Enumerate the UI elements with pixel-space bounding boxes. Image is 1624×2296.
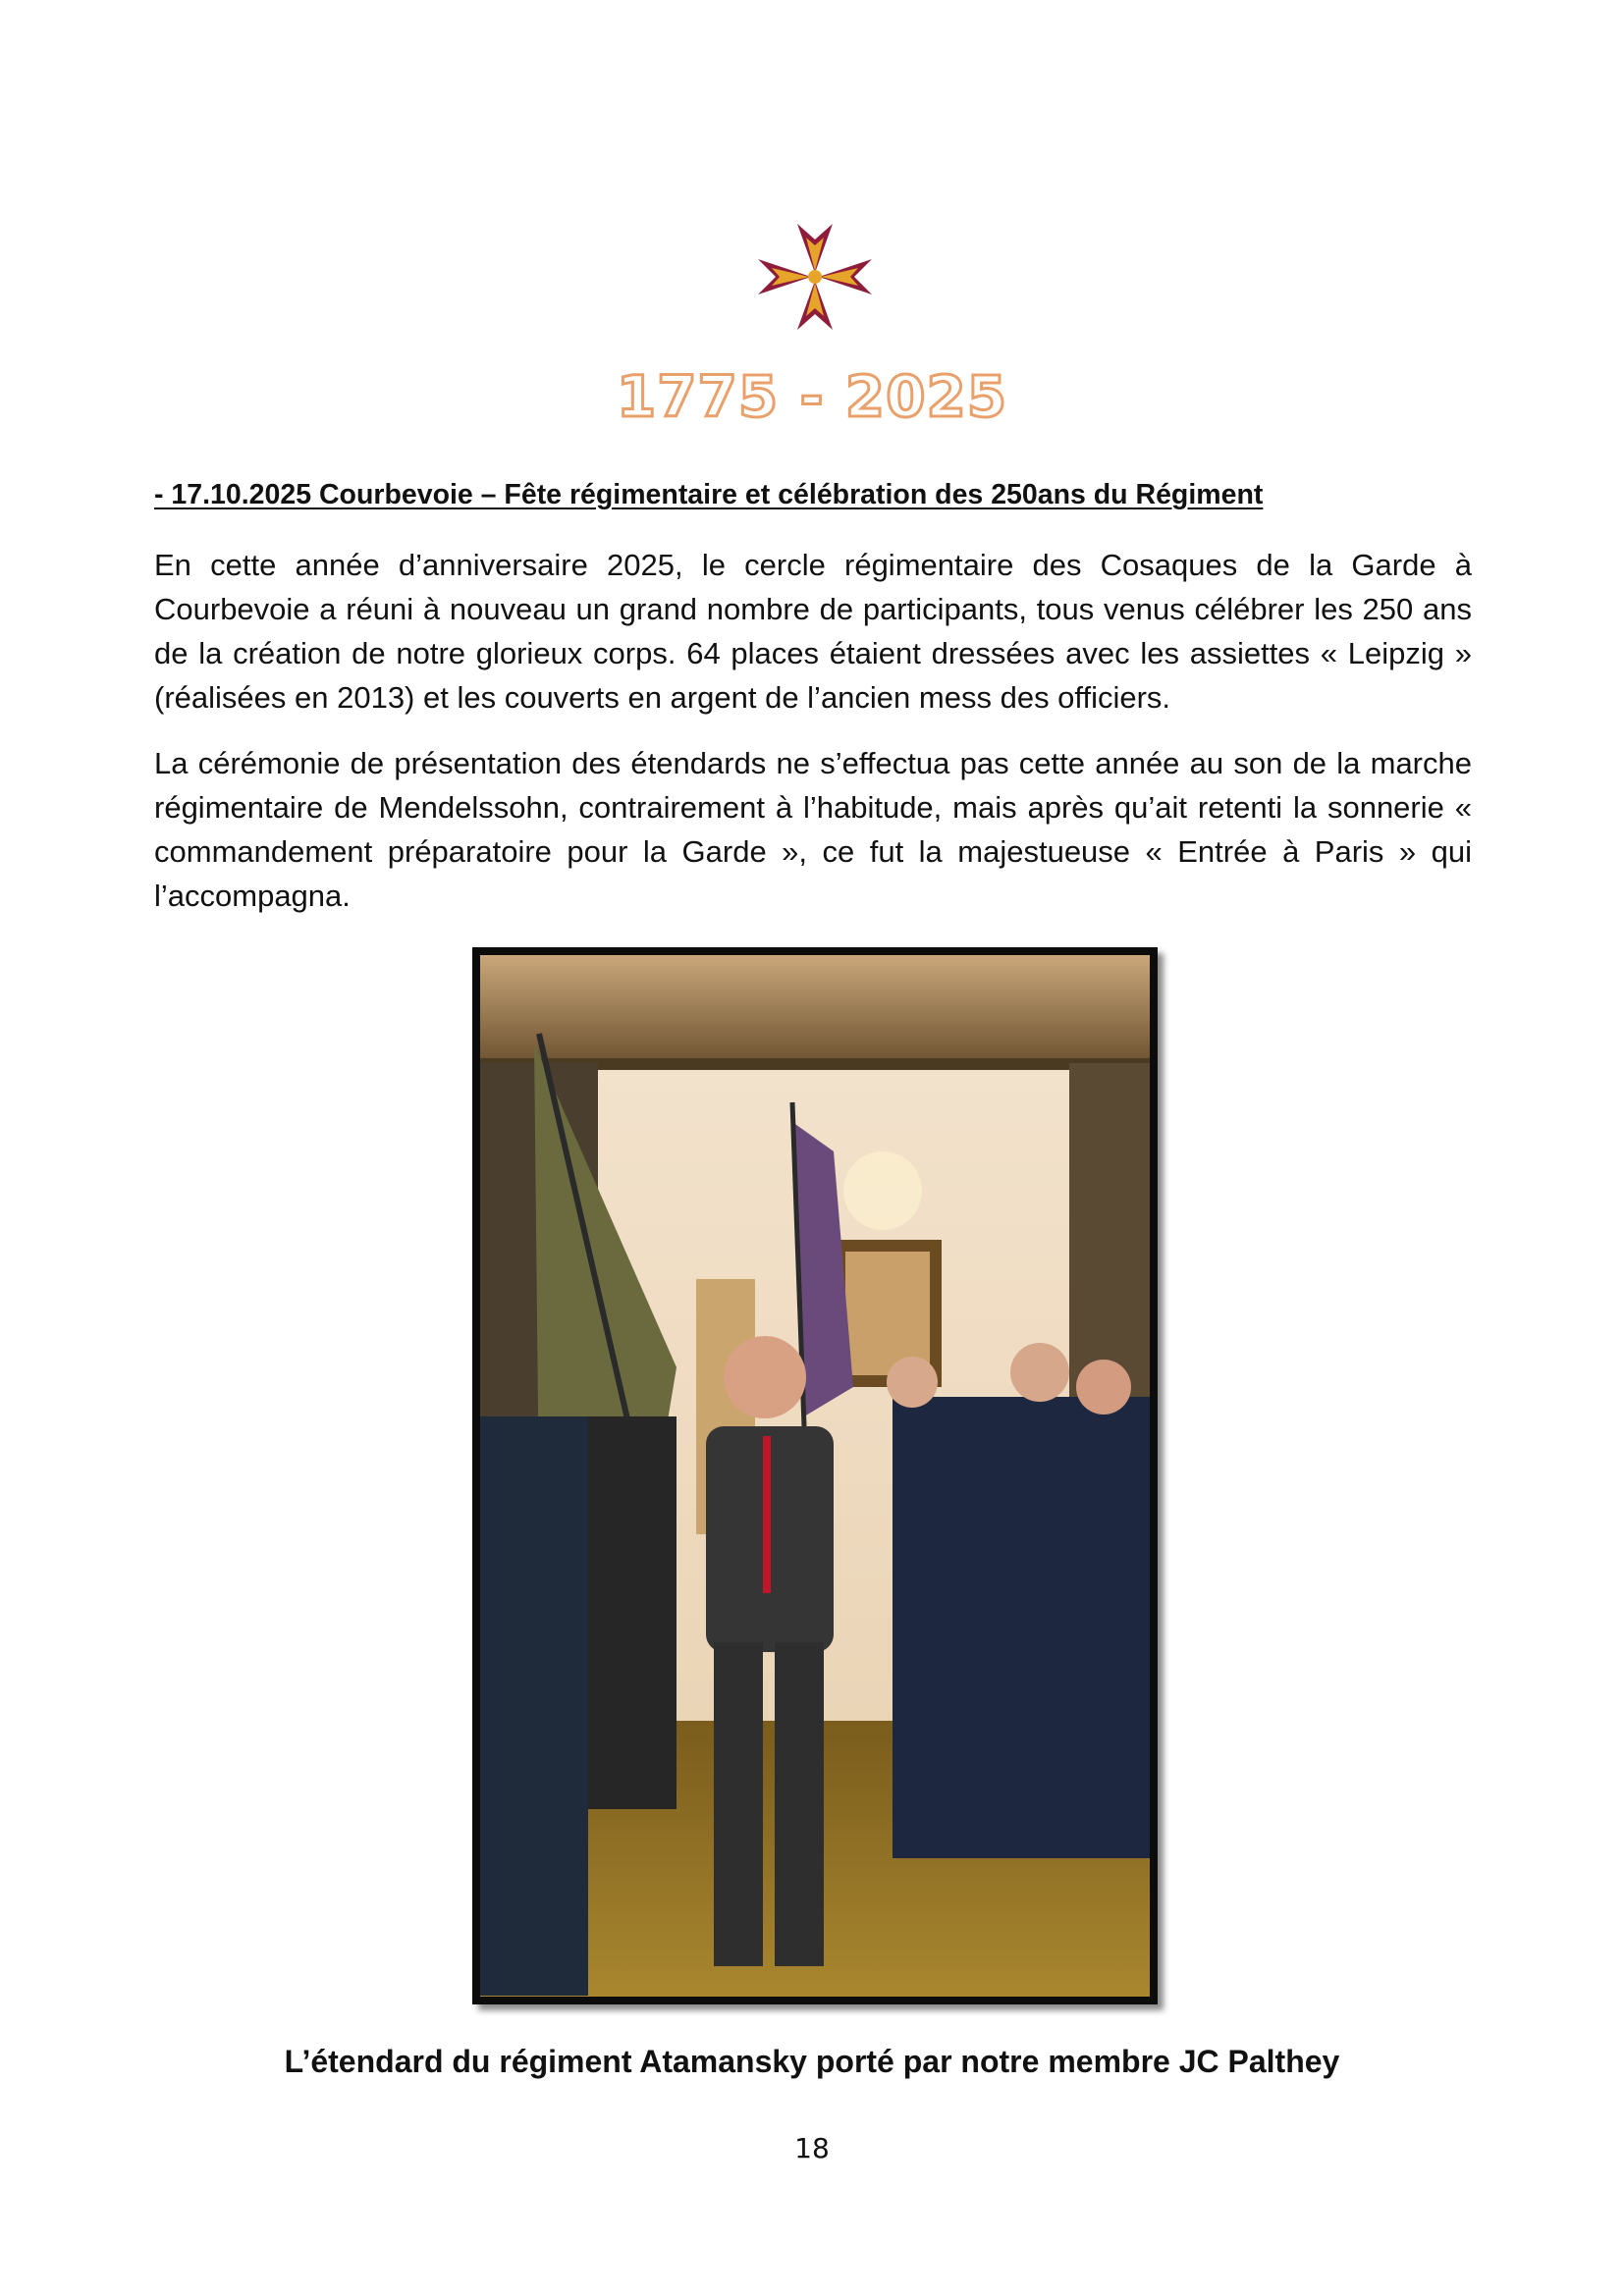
photo-caption: L’étendard du régiment Atamansky porté par notre membre JC Palthey xyxy=(284,2044,1340,2079)
maltese-cross-icon xyxy=(756,222,874,332)
section-heading: - 17.10.2025 Courbevoie – Fête régimentaire et célébration des 250ans du Régiment xyxy=(154,479,1264,510)
anniversary-years: 1775 - 2025 xyxy=(616,363,1008,430)
page-number: 18 xyxy=(794,2132,830,2164)
paragraph-1: En cette année d’anniversaire 2025, le cercle régimentaire des Cosaques de la Garde à Courbevoie a réuni à nouveau un grand nombre de participants, tous venus célébrer les 250 ans de la création de notre glorieux corps. 64 places étaient dressées avec les assiettes « Leipzig » (réalisées en 2013) et les couverts en argent de l’ancien mess des officiers. xyxy=(154,548,1472,715)
paragraph-2: La cérémonie de présentation des étendards ne s’effectua pas cette année au son de la marche régimentaire de Mendelssohn, contrairement à l’habitude, mais après qu’ait retenti la sonnerie « commandement préparatoire pour la Garde », ce fut la majestueuse « Entrée à Paris » qui l’accompagna. xyxy=(154,746,1472,913)
event-photo xyxy=(472,947,1158,2004)
